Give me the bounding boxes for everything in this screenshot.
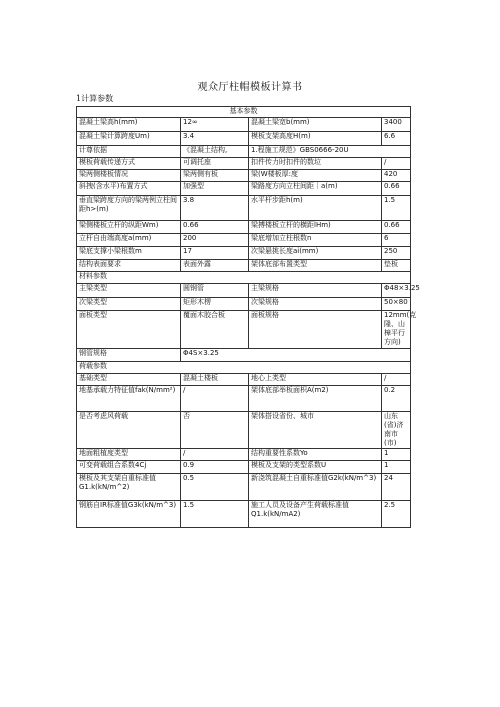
param-label: 架体搭设省份、城市 <box>249 412 382 449</box>
table-row <box>77 158 411 170</box>
param-label: 结构表面要求 <box>77 260 181 272</box>
param-value: 420 <box>382 170 411 182</box>
param-label: 模板及支架的类型系数U <box>249 461 382 474</box>
table-row <box>77 234 411 247</box>
param-label: 主梁规格 <box>249 284 382 298</box>
param-label: 面板规格 <box>249 311 382 349</box>
param-label: 斜拽(含水平)布置方式 <box>77 182 181 196</box>
param-value: 梁两侧有板 <box>181 170 249 182</box>
param-label: 结构重要性系数Yo <box>249 449 382 461</box>
param-value: 0.2 <box>382 386 411 412</box>
param-value: 垫板 <box>382 260 411 272</box>
param-label: 可变荷载组合系数4Cj <box>77 461 181 474</box>
table-row <box>77 311 411 349</box>
table-row <box>77 272 411 284</box>
param-label: 面板类型 <box>77 311 181 349</box>
table-row <box>77 196 411 221</box>
param-label: 梁底增加立柱根数n <box>249 234 382 247</box>
param-label: 地基承载力特征值fak(N/mm²) <box>77 386 181 412</box>
param-value: 山东(省)济南市(市) <box>382 412 411 449</box>
table-row <box>77 284 411 298</box>
param-value: 2.5 <box>382 501 411 528</box>
table-row <box>77 386 411 412</box>
table-subheader-load: 荷载参数 <box>77 362 411 374</box>
param-label: 次梁悬挑长度ai(mm) <box>249 247 382 260</box>
param-value: 0.66 <box>382 182 411 196</box>
param-value: 0.66 <box>382 221 411 234</box>
param-label: 梁侧楼板立杆的纵距Wm) <box>77 221 181 234</box>
param-value: 加强型 <box>181 182 249 196</box>
param-label: 梁两侧楼板情况 <box>77 170 181 182</box>
param-label: 模板及其支架自重标准值G1.k(kN/m^2) <box>77 474 181 501</box>
param-value: 0.66 <box>181 221 249 234</box>
param-value: 200 <box>181 234 249 247</box>
param-label: 垂直梁跨度方向的梁两例立柱间距h>(m) <box>77 196 181 221</box>
param-label: 地面粗植度类型 <box>77 449 181 461</box>
param-label: 主梁类型 <box>77 284 181 298</box>
param-value: / <box>181 449 249 461</box>
table-header-basic: 基本参数 <box>77 107 411 118</box>
parameter-table <box>76 106 420 528</box>
param-label: 扣件传力时扣件的数垃 <box>249 158 382 170</box>
param-value: 1.5 <box>382 196 411 221</box>
param-label: 次梁规格 <box>249 298 382 311</box>
param-value: 24 <box>382 474 411 501</box>
table-row <box>77 362 411 374</box>
param-value: 3.4 <box>181 132 249 146</box>
param-label: 是否考虑风荷载 <box>77 412 181 449</box>
table-row <box>77 474 411 501</box>
param-label: 立杆自由端高度a(mm) <box>77 234 181 247</box>
param-value: 50×80 <box>382 298 411 311</box>
param-value: 6.6 <box>382 132 411 146</box>
param-label: 架体底部举板面枳A(m2) <box>249 386 382 412</box>
param-label: 水平杆步距h(m) <box>249 196 382 221</box>
param-value: 圆钢管 <box>181 284 249 298</box>
param-value: 表面外露 <box>181 260 249 272</box>
table-row <box>77 349 411 362</box>
table-row <box>77 260 411 272</box>
table-row <box>77 374 411 386</box>
param-value: 0.9 <box>181 461 249 474</box>
param-label: 计尊依据 <box>77 146 181 158</box>
param-label: 梁路度方向立柱间距｜a(m) <box>249 182 382 196</box>
param-label: 新浇筑混凝土自重标准值G2k(kN/m^3) <box>249 474 382 501</box>
param-label: 混凝土梁高h(mm) <box>77 118 181 132</box>
param-value: / <box>382 158 411 170</box>
param-label: 梁搏楼板立杆的横距lHm) <box>249 221 382 234</box>
table-row <box>77 501 411 528</box>
param-value: 否 <box>181 412 249 449</box>
param-value: 矩形木楞 <box>181 298 249 311</box>
param-value: 1 <box>382 449 411 461</box>
table-row <box>77 132 411 146</box>
table-row <box>77 298 411 311</box>
param-label: 梁底支撑小梁根数m <box>77 247 181 260</box>
param-value: 250 <box>382 247 411 260</box>
param-value: 1 <box>382 461 411 474</box>
param-value: 可调托座 <box>181 158 249 170</box>
param-value: 0.5 <box>181 474 249 501</box>
param-label: 基础类型 <box>77 374 181 386</box>
param-value: 3400 <box>382 118 411 132</box>
param-value: / <box>382 374 411 386</box>
param-value: 6 <box>382 234 411 247</box>
param-label: 架体底部布置类型 <box>249 260 382 272</box>
table-row <box>77 221 411 234</box>
table-row <box>77 146 411 158</box>
param-label: 次梁类型 <box>77 298 181 311</box>
param-value: 17 <box>181 247 249 260</box>
table-row <box>77 461 411 474</box>
table-row <box>77 247 411 260</box>
param-value: Φ4S×3.25 <box>181 349 411 362</box>
param-value: 1.程施工规范》GBS0666-20U <box>249 146 411 158</box>
param-label: 钢筋自IR标准值G3k(kN/m^3) <box>77 501 181 528</box>
param-label: 地心上类型 <box>249 374 382 386</box>
param-label: 混凝土梁计算跨度Um) <box>77 132 181 146</box>
param-value: 12mm(克隆、山樟平行方向) <box>382 311 411 349</box>
param-value: 12∞ <box>181 118 249 132</box>
param-label: 混凝土梁宽b(mm) <box>249 118 382 132</box>
param-label: 施工人员及设备产生荷载标准值Q1.k(kN/mA2) <box>249 501 382 528</box>
param-value: 3.8 <box>181 196 249 221</box>
param-value: / <box>181 386 249 412</box>
document-title: 观众厅柱帽模板计算书 <box>197 82 303 93</box>
table-row <box>77 182 411 196</box>
param-label: 钢管规格 <box>77 349 181 362</box>
table-row <box>77 107 411 118</box>
table-row <box>77 170 411 182</box>
table-row <box>77 412 411 449</box>
param-value: Φ48×3.25 <box>382 284 411 298</box>
table-subheader-material: 材料参数 <box>77 272 411 284</box>
table-row <box>77 449 411 461</box>
param-value: 1.5 <box>181 501 249 528</box>
param-value: 《混凝土结构, <box>181 146 249 158</box>
param-label: 模板荷载传递方式 <box>77 158 181 170</box>
param-label: 模板支架高度H(m) <box>249 132 382 146</box>
table-row <box>77 118 411 132</box>
param-label: 梁(W楼板厚:度 <box>249 170 382 182</box>
param-value: 混凝土楼板 <box>181 374 249 386</box>
section-heading: 1计算参数 <box>76 94 114 103</box>
param-value: 覆面木胶合板 <box>181 311 249 349</box>
